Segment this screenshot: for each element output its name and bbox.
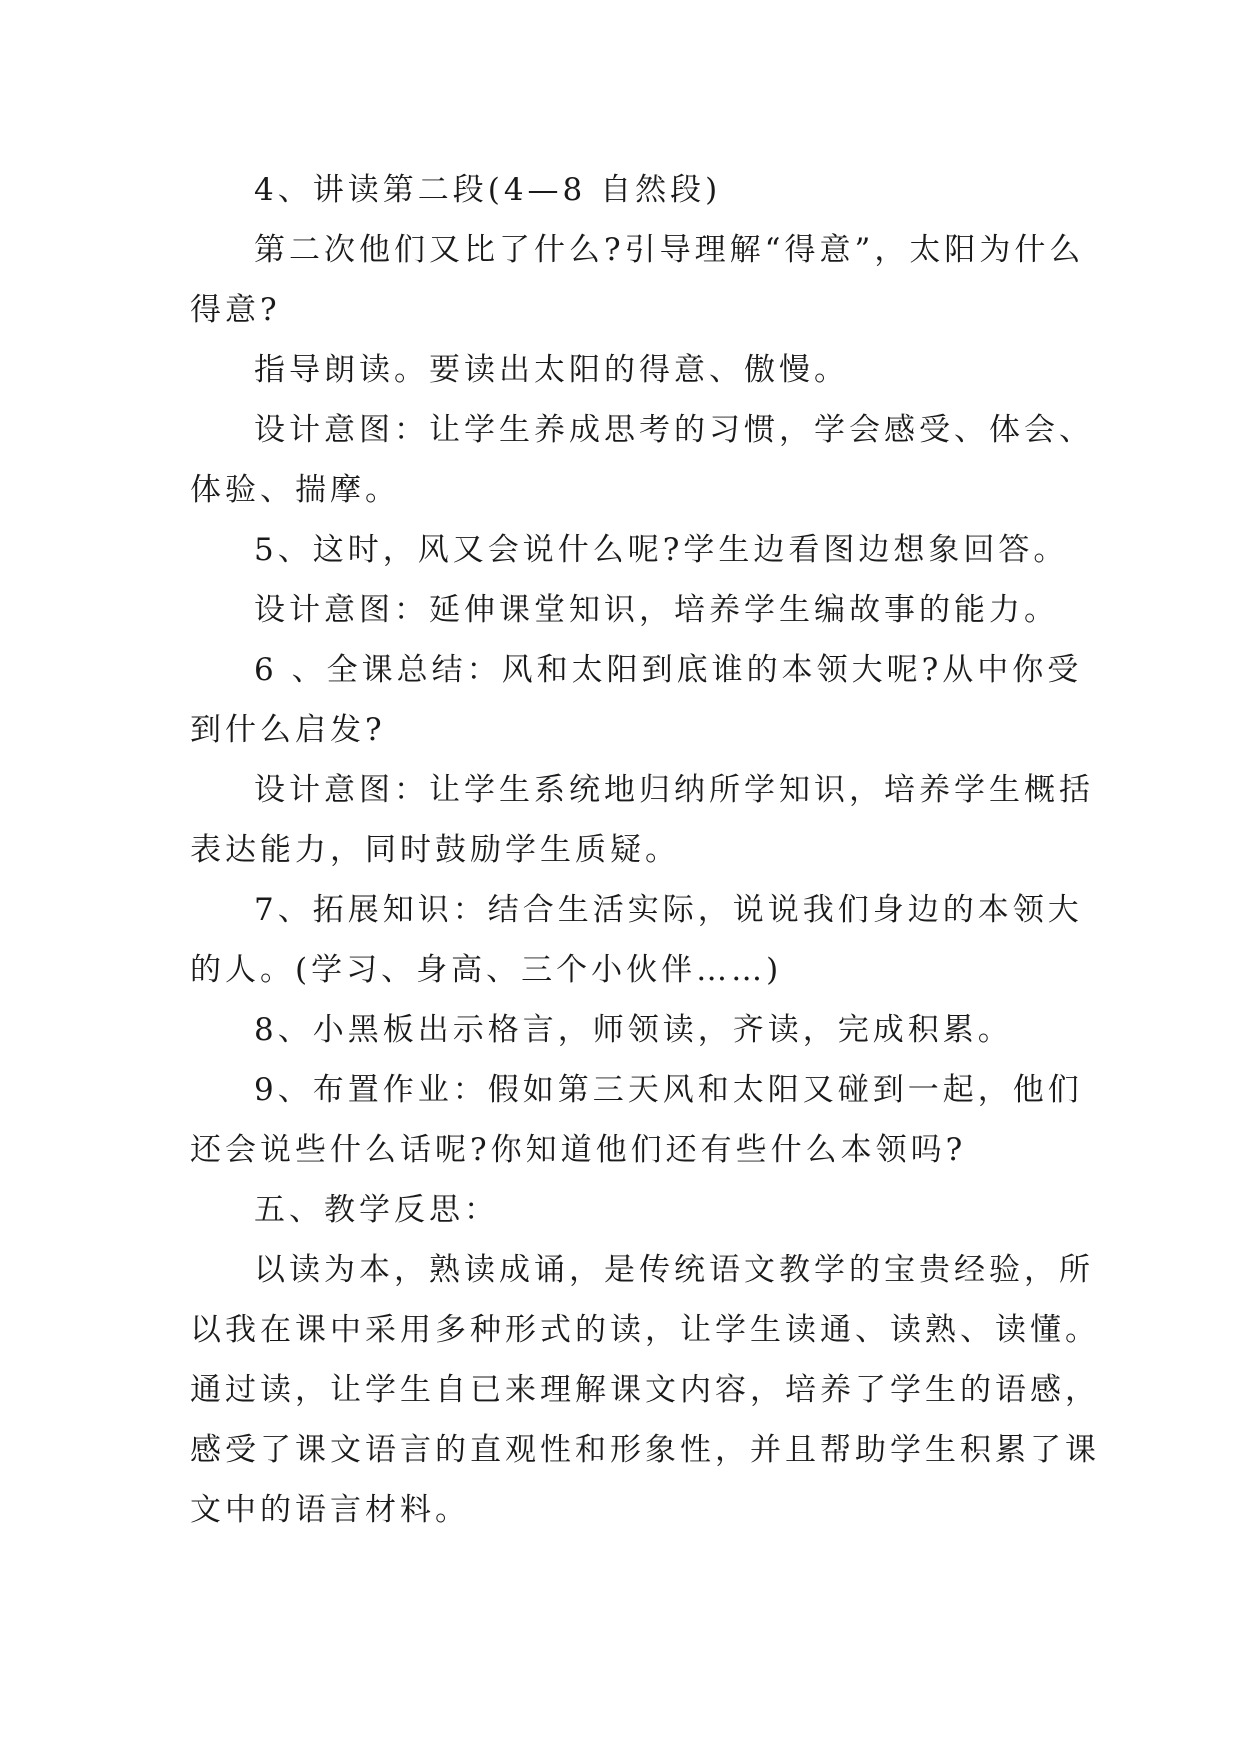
text-line: 表达能力，同时鼓励学生质疑。 xyxy=(190,832,680,868)
text-line: 设计意图：延伸课堂知识，培养学生编故事的能力。 xyxy=(254,592,1059,628)
text-line: 指导朗读。要读出太阳的得意、傲慢。 xyxy=(254,352,849,388)
text-line: 5、这时，风又会说什么呢?学生边看图边想象回答。 xyxy=(254,532,1069,568)
text-line: 设计意图：让学生养成思考的习惯，学会感受、体会、 xyxy=(254,412,1094,448)
text-line: 到什么启发? xyxy=(190,712,386,748)
text-line: 得意? xyxy=(190,292,281,328)
paragraph xyxy=(190,340,1070,400)
paragraph xyxy=(190,220,1085,340)
paragraph xyxy=(190,1180,1070,1240)
text-line: 感受了课文语言的直观性和形象性，并且帮助学生积累了课 xyxy=(190,1432,1100,1468)
text-line: 6 、全课总结：风和太阳到底谁的本领大呢?从中你受 xyxy=(254,652,1083,688)
text-line: 第二次他们又比了什么?引导理解“得意”，太阳为什么 xyxy=(254,232,1085,268)
paragraph xyxy=(190,400,1094,520)
paragraph xyxy=(190,760,1094,880)
text-line: 的人。(学习、身高、三个小伙伴……) xyxy=(190,952,783,988)
paragraph xyxy=(190,1000,1070,1060)
paragraph xyxy=(190,1240,1100,1540)
text-line: 9、布置作业：假如第三天风和太阳又碰到一起，他们 xyxy=(254,1072,1083,1108)
text-line: 以读为本，熟读成诵，是传统语文教学的宝贵经验，所 xyxy=(254,1252,1094,1288)
paragraph xyxy=(190,520,1070,580)
text-line: 体验、揣摩。 xyxy=(190,472,400,508)
text-line: 4、讲读第二段(4—8 自然段) xyxy=(254,172,722,208)
text-line: 五、教学反思： xyxy=(254,1192,499,1228)
text-line: 还会说些什么话呢?你知道他们还有些什么本领吗? xyxy=(190,1132,967,1168)
text-line: 7、拓展知识：结合生活实际，说说我们身边的本领大 xyxy=(254,892,1083,928)
paragraph xyxy=(190,640,1083,760)
text-line: 以我在课中采用多种形式的读，让学生读通、读熟、读懂。 xyxy=(190,1312,1100,1348)
paragraph xyxy=(190,160,1070,220)
paragraph xyxy=(190,1060,1083,1180)
document-body xyxy=(190,160,1100,1540)
paragraph xyxy=(190,580,1070,640)
paragraph xyxy=(190,880,1083,1000)
text-line: 8、小黑板出示格言，师领读，齐读，完成积累。 xyxy=(254,1012,1013,1048)
text-line: 通过读，让学生自已来理解课文内容，培养了学生的语感， xyxy=(190,1372,1100,1408)
text-line: 设计意图：让学生系统地归纳所学知识，培养学生概括 xyxy=(254,772,1094,808)
text-line: 文中的语言材料。 xyxy=(190,1492,470,1528)
